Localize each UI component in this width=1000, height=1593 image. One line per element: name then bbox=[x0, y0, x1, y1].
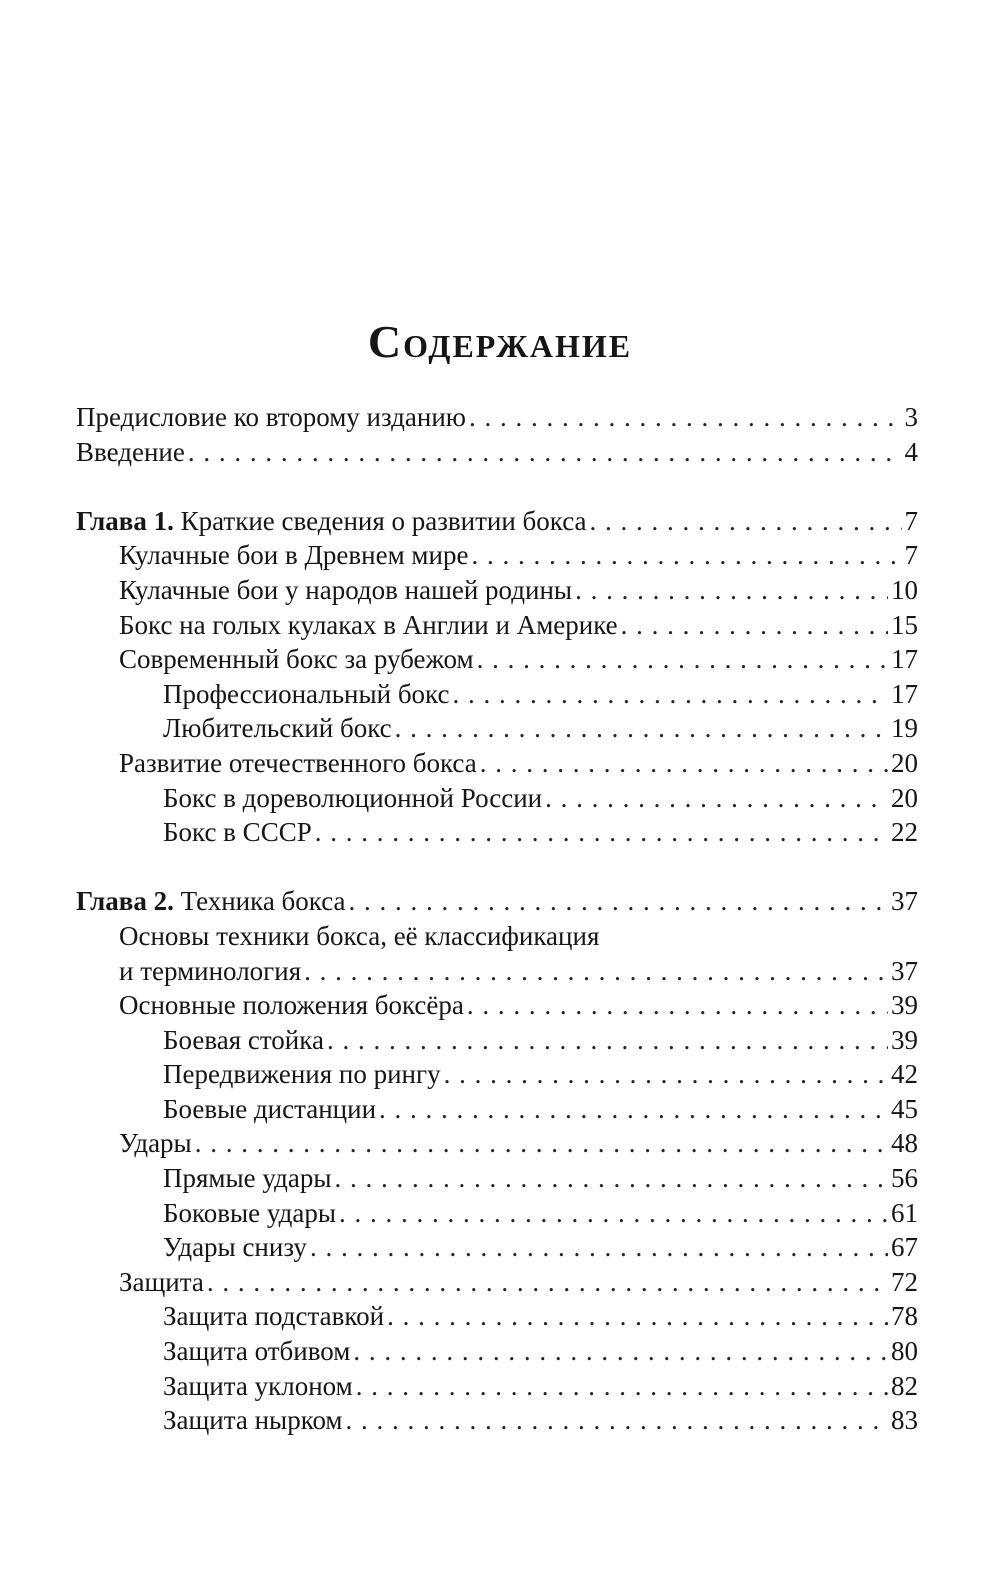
toc-entry bbox=[76, 1057, 918, 1092]
toc-entry-label bbox=[163, 1196, 336, 1231]
toc-entry bbox=[76, 1161, 918, 1196]
toc-entry-label bbox=[163, 1403, 343, 1438]
toc-entry-label bbox=[163, 711, 392, 746]
toc-entry-label bbox=[76, 504, 587, 539]
toc-entry-label bbox=[119, 988, 464, 1023]
toc-entry bbox=[76, 815, 918, 850]
toc-entry-page: 78 bbox=[891, 1301, 918, 1332]
leader-dots bbox=[469, 400, 902, 435]
leader-dots bbox=[335, 1161, 888, 1196]
toc-entry-page: 37 bbox=[891, 955, 918, 986]
toc-entry-label bbox=[119, 608, 618, 643]
leader-dots bbox=[339, 1196, 888, 1231]
toc-entry-label bbox=[163, 1230, 307, 1265]
toc-entry-text: Удары bbox=[119, 1128, 192, 1159]
toc-entry-label bbox=[163, 1057, 441, 1092]
toc-entry-label bbox=[163, 1092, 376, 1127]
toc-entry-page: 17 bbox=[891, 678, 918, 709]
toc-entry-page: 20 bbox=[891, 747, 918, 778]
toc-entry-text: Защита подставкой bbox=[163, 1301, 385, 1332]
toc-entry bbox=[76, 400, 918, 435]
toc-entry bbox=[76, 1334, 918, 1369]
toc-entry-label bbox=[119, 1265, 204, 1300]
leader-dots bbox=[379, 1092, 888, 1127]
toc-entry-label bbox=[76, 400, 466, 435]
toc-entry-text: Основные положения боксёра bbox=[119, 990, 464, 1021]
leader-dots bbox=[310, 1230, 888, 1265]
toc-entry-page: 3 bbox=[904, 402, 918, 432]
toc-entry-label bbox=[163, 1299, 384, 1334]
leader-dots bbox=[304, 954, 888, 989]
toc-entry-text: Техника бокса bbox=[173, 886, 346, 917]
toc-entry-page: 37 bbox=[891, 886, 918, 917]
toc-entry bbox=[76, 642, 918, 677]
chapter-prefix: Глава 2. bbox=[76, 886, 174, 917]
toc-entry-page: 48 bbox=[891, 1128, 918, 1159]
toc-entry-text: Защита bbox=[119, 1266, 204, 1297]
toc-title: Содержание bbox=[367, 316, 633, 367]
leader-dots bbox=[315, 815, 888, 850]
toc-entry-page: 4 bbox=[904, 436, 918, 467]
toc-entry-page: 67 bbox=[891, 1232, 918, 1263]
toc-entry-text: Боевые дистанции bbox=[163, 1093, 377, 1124]
toc-entry bbox=[76, 988, 918, 1023]
toc-entry-text: Защита отбивом bbox=[163, 1336, 351, 1367]
leader-dots bbox=[545, 781, 888, 816]
leader-dots bbox=[395, 711, 888, 746]
toc-entry-text: и терминология bbox=[119, 955, 302, 986]
toc-entry-page: 39 bbox=[891, 990, 918, 1021]
toc-entry bbox=[76, 919, 918, 954]
toc-entry-page: 82 bbox=[891, 1370, 918, 1401]
toc-entry bbox=[76, 1403, 918, 1438]
toc-entry-page: 20 bbox=[891, 782, 918, 813]
toc-entry-text: Кулачные бои у народов нашей родины bbox=[119, 574, 573, 605]
table-of-contents bbox=[76, 400, 918, 1438]
toc-entry-page: 17 bbox=[891, 644, 918, 675]
toc-entry bbox=[76, 1230, 918, 1265]
toc-entry-page: 80 bbox=[891, 1336, 918, 1367]
toc-entry-page: 83 bbox=[891, 1405, 918, 1436]
toc-entry-page: 19 bbox=[891, 713, 918, 744]
toc-entry-label bbox=[119, 919, 599, 954]
leader-dots bbox=[353, 1334, 888, 1369]
leader-dots bbox=[195, 1126, 888, 1161]
toc-entry bbox=[76, 781, 918, 816]
toc-entry-text: Профессиональный бокс bbox=[163, 678, 450, 709]
toc-entry-text: Защита уклоном bbox=[163, 1370, 353, 1401]
toc-entry-text: Любительский бокс bbox=[163, 713, 392, 744]
toc-entry bbox=[76, 746, 918, 781]
toc-entry-text: Защита нырком bbox=[163, 1405, 343, 1436]
toc-entry bbox=[76, 1126, 918, 1161]
toc-entry bbox=[76, 711, 918, 746]
toc-entry-text: Бокс на голых кулаках в Англии и Америке bbox=[119, 609, 618, 640]
toc-entry-label bbox=[119, 954, 301, 989]
toc-entry-text: Введение bbox=[76, 436, 185, 467]
toc-entry-page: 42 bbox=[891, 1059, 918, 1090]
leader-dots bbox=[188, 435, 902, 470]
leader-dots bbox=[387, 1299, 888, 1334]
toc-entry-label bbox=[119, 746, 477, 781]
leader-dots bbox=[480, 746, 888, 781]
toc-entry bbox=[76, 608, 918, 643]
toc-entry-page: 15 bbox=[891, 609, 918, 640]
toc-entry bbox=[76, 435, 918, 470]
leader-dots bbox=[346, 1403, 888, 1438]
toc-entry bbox=[76, 884, 918, 919]
leader-dots bbox=[575, 573, 888, 608]
toc-entry-page: 10 bbox=[891, 574, 918, 605]
toc-entry-label bbox=[76, 435, 185, 470]
toc-entry-page: 45 bbox=[891, 1093, 918, 1124]
toc-entry bbox=[76, 1092, 918, 1127]
toc-entry bbox=[76, 954, 918, 989]
toc-entry-page: 61 bbox=[891, 1197, 918, 1228]
toc-entry-page: 7 bbox=[904, 540, 918, 571]
toc-entry-page: 72 bbox=[891, 1266, 918, 1297]
toc-entry-page: 39 bbox=[891, 1024, 918, 1055]
toc-entry-text: Предисловие ко второму изданию bbox=[76, 402, 466, 432]
leader-dots bbox=[444, 1057, 888, 1092]
toc-entry bbox=[76, 677, 918, 712]
toc-entry bbox=[76, 573, 918, 608]
toc-entry bbox=[76, 1023, 918, 1058]
toc-entry bbox=[76, 1369, 918, 1404]
toc-entry bbox=[76, 504, 918, 539]
leader-dots bbox=[471, 538, 901, 573]
toc-entry bbox=[76, 1265, 918, 1300]
leader-dots bbox=[477, 642, 888, 677]
toc-entry-text: Бокс в СССР bbox=[163, 817, 312, 848]
toc-entry-label bbox=[76, 884, 346, 919]
toc-entry bbox=[76, 538, 918, 573]
leader-dots bbox=[207, 1265, 888, 1300]
toc-entry-label bbox=[163, 677, 449, 712]
toc-entry-text: Передвижения по рингу bbox=[163, 1059, 441, 1090]
chapter-prefix: Глава 1. bbox=[76, 505, 174, 536]
toc-entry-label bbox=[163, 1369, 353, 1404]
toc-entry-label bbox=[119, 1126, 192, 1161]
leader-dots bbox=[356, 1369, 888, 1404]
toc-entry-text: Бокс в дореволюционной России bbox=[163, 782, 543, 813]
toc-entry-label bbox=[119, 538, 468, 573]
toc-entry bbox=[76, 1196, 918, 1231]
leader-dots bbox=[327, 1023, 888, 1058]
toc-entry-text: Основы техники бокса, её классификация bbox=[119, 920, 600, 951]
leader-dots bbox=[467, 988, 888, 1023]
toc-entry-text: Боковые удары bbox=[163, 1197, 337, 1228]
toc-entry-label bbox=[163, 781, 542, 816]
toc-entry-label bbox=[163, 1023, 324, 1058]
toc-entry-text: Прямые удары bbox=[163, 1163, 332, 1194]
toc-entry-page: 7 bbox=[904, 505, 918, 536]
toc-entry-text: Краткие сведения о развитии бокса bbox=[173, 505, 587, 536]
leader-dots bbox=[349, 884, 888, 919]
toc-entry-text: Кулачные бои в Древнем мире bbox=[119, 540, 469, 571]
toc-entry-text: Удары снизу bbox=[163, 1232, 307, 1263]
toc-entry-label bbox=[163, 1334, 350, 1369]
toc-entry-page: 56 bbox=[891, 1163, 918, 1194]
toc-entry bbox=[76, 1299, 918, 1334]
toc-entry-page: 22 bbox=[891, 817, 918, 848]
toc-entry-text: Боевая стойка bbox=[163, 1024, 324, 1055]
leader-dots bbox=[621, 608, 888, 643]
leader-dots bbox=[590, 504, 902, 539]
toc-entry-label bbox=[163, 815, 312, 850]
toc-entry-text: Современный бокс за рубежом bbox=[119, 644, 474, 675]
toc-entry-label bbox=[119, 573, 572, 608]
toc-entry-label bbox=[163, 1161, 332, 1196]
leader-dots bbox=[452, 677, 888, 712]
toc-entry-label bbox=[119, 642, 474, 677]
toc-entry-text: Развитие отечественного бокса bbox=[119, 747, 477, 778]
